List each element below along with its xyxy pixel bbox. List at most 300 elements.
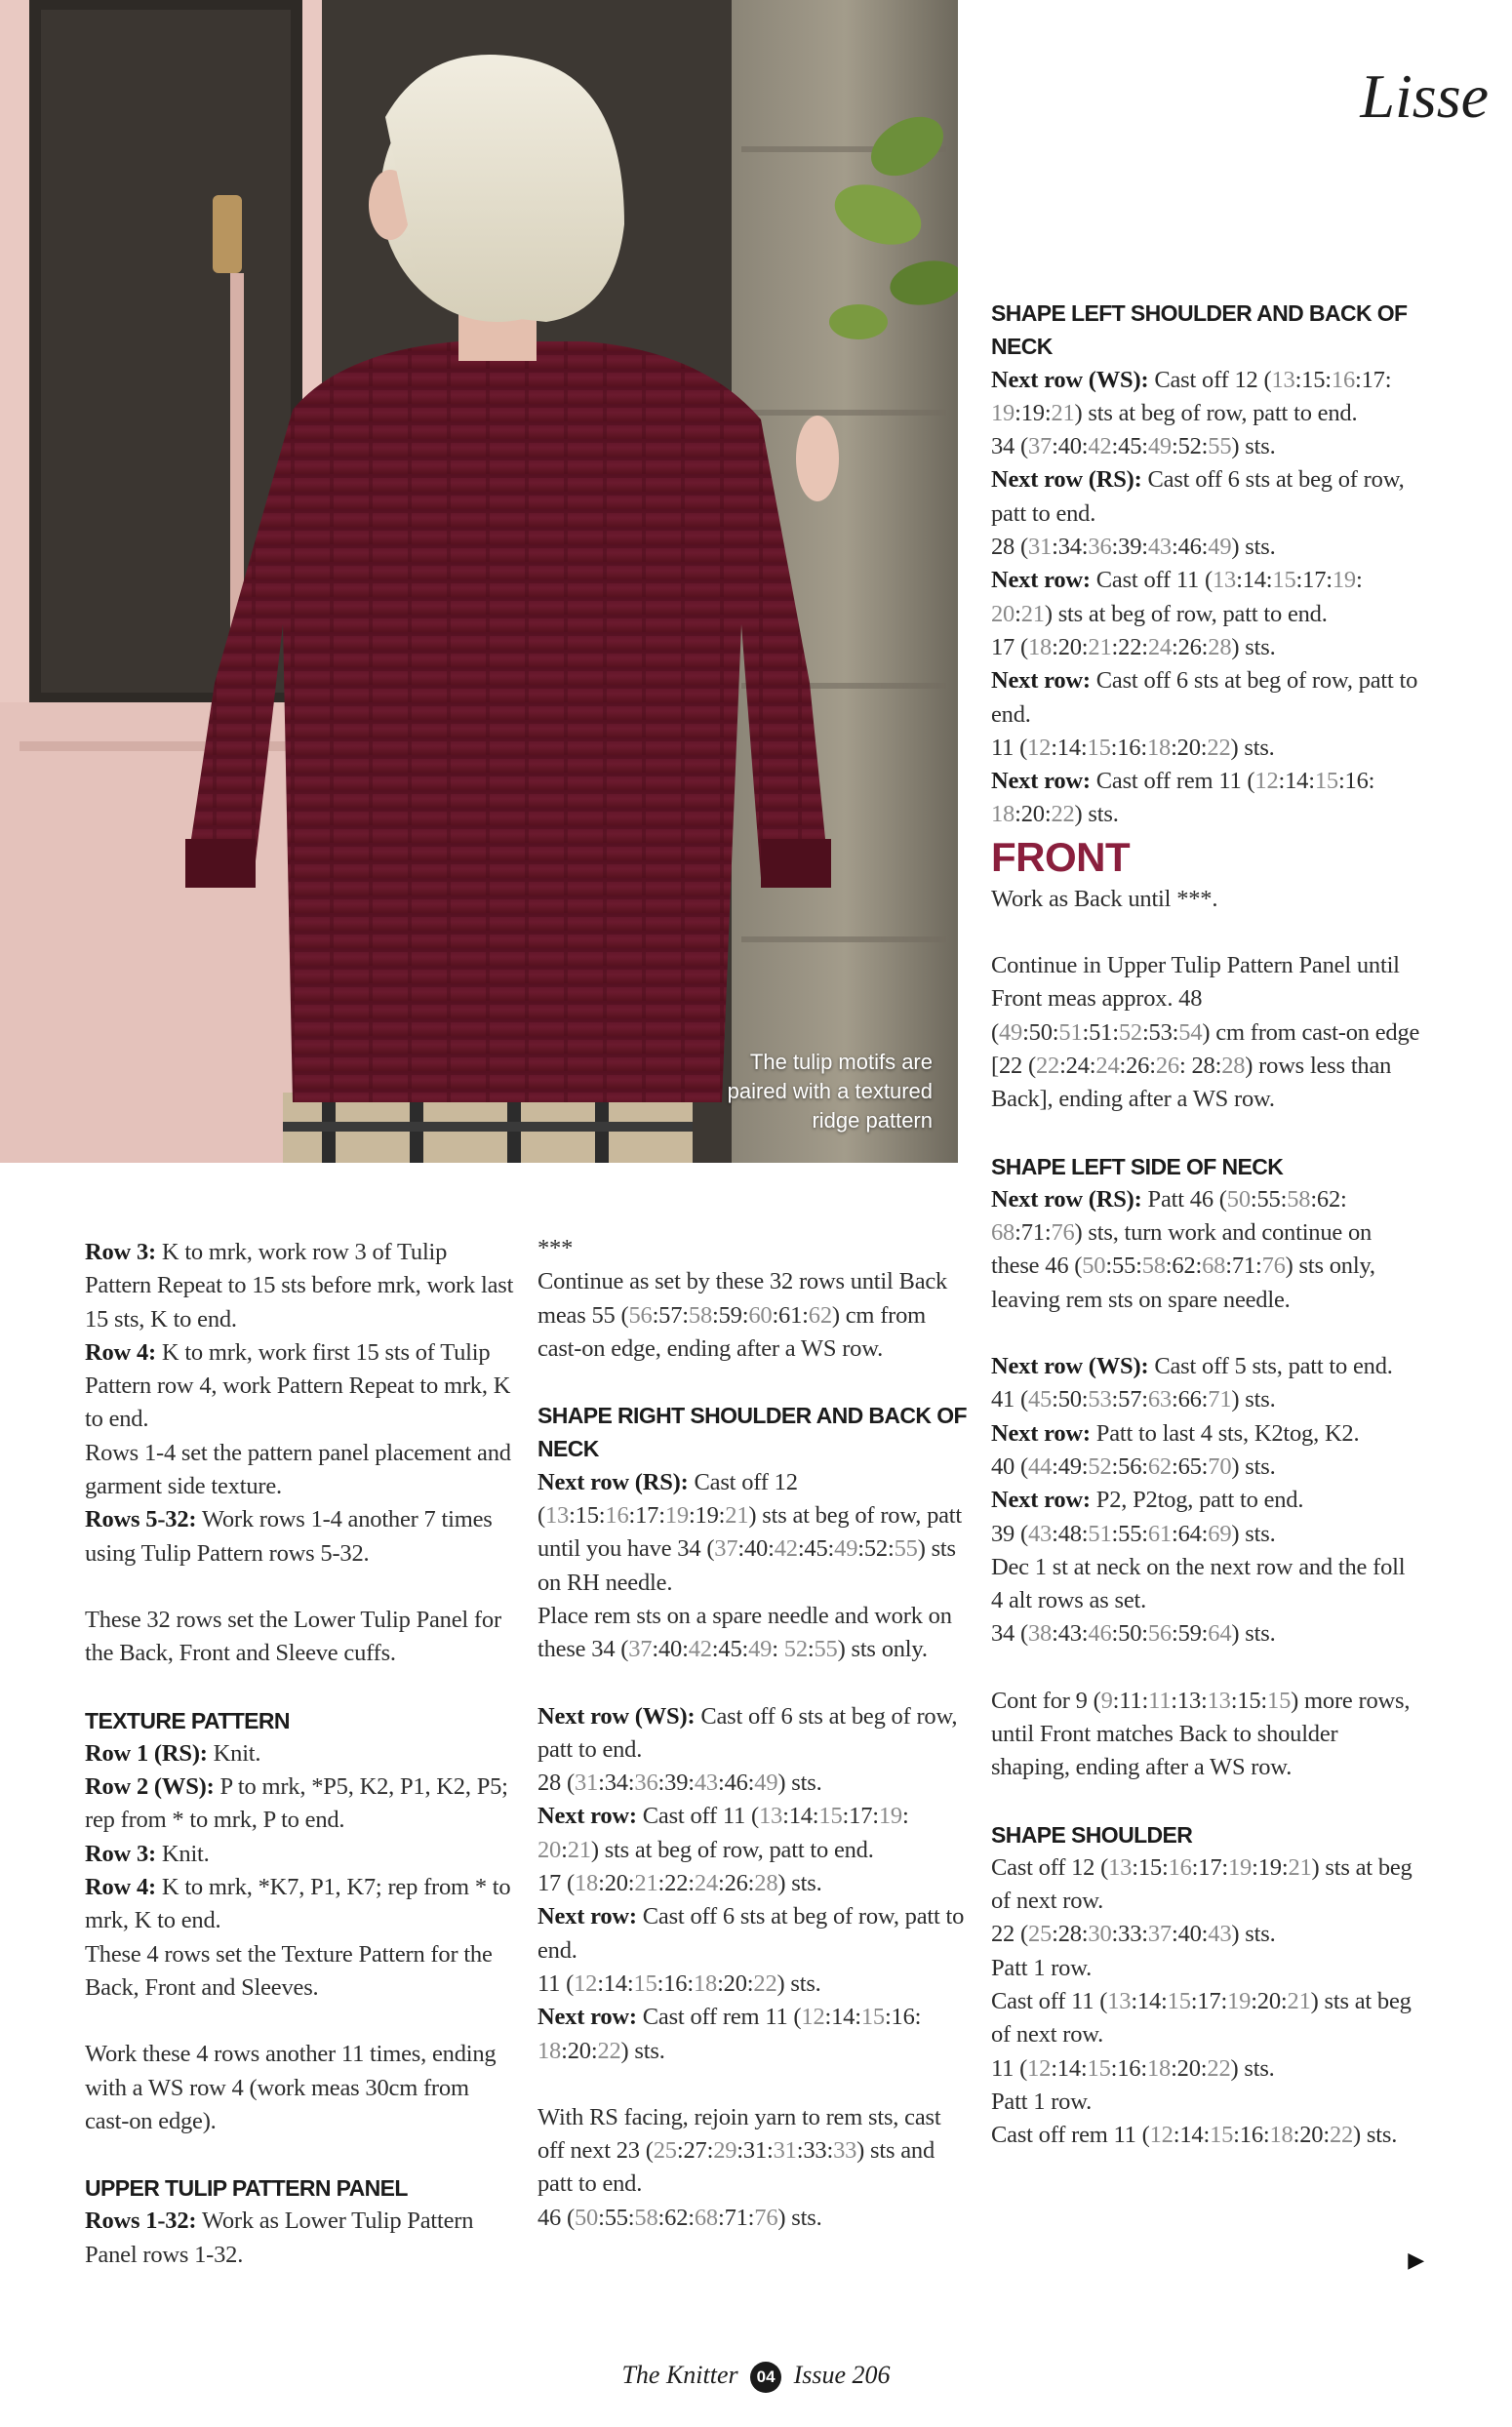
instruction-text: :40: [1052, 433, 1089, 460]
instruction-text: :71: [717, 2204, 755, 2231]
row-label: Row 1 (RS): [85, 1739, 208, 1767]
size-value: 37 [1147, 1921, 1172, 1948]
instruction-text: :45: [711, 1636, 749, 1663]
paragraph-gap [991, 916, 1420, 949]
instruction-text: 46 ( [537, 2204, 575, 2231]
size-value: 56 [1147, 1620, 1172, 1648]
instruction-text: Patt 1 row. [991, 2088, 1093, 2115]
size-value: 76 [1051, 1219, 1075, 1247]
section-heading: SHAPE LEFT SHOULDER AND BACK OF NECK [991, 300, 1408, 360]
instruction-paragraph [991, 2119, 1420, 2152]
instruction-text: :17: [842, 1803, 879, 1830]
instruction-text: These 32 rows set the Lower Tulip Panel for the Back, Front and Sleeve cuffs. [85, 1606, 501, 1667]
size-value: 18 [574, 1870, 599, 1897]
size-value: 62 [1147, 1452, 1172, 1480]
instruction-text: K to mrk, work first 15 sts of Tulip Pattern row 4, work Pattern Repeat to mrk, K to end. [85, 1338, 511, 1433]
size-value: 42 [688, 1636, 712, 1663]
instruction-text: :65: [1171, 1452, 1209, 1480]
size-value: 43 [1147, 534, 1172, 561]
instruction-text: :40: [652, 1636, 689, 1663]
instruction-paragraph [991, 1183, 1420, 1317]
size-value: 15 [1087, 2054, 1111, 2082]
size-value: 53 [1088, 1386, 1112, 1413]
row-label: Next row (WS): [991, 1353, 1149, 1380]
instruction-text: :26: [1119, 1052, 1156, 1079]
section-heading: SHAPE SHOULDER [991, 1821, 1193, 1848]
instruction-text: Place rem sts on a spare needle and work on these 34 ( [537, 1602, 952, 1663]
size-value: 42 [774, 1535, 798, 1563]
continue-marker [991, 2244, 1424, 2277]
instruction-text: ) sts on RH needle. [537, 1535, 956, 1596]
instruction-text: Cast off 6 sts at beg of row, patt to end. [991, 466, 1405, 527]
instruction-text: Work these 4 rows another 11 times, ending with a WS row 4 (work meas 30cm from cast-on edge). [85, 2041, 497, 2134]
instruction-paragraph [991, 2086, 1420, 2119]
row-label: Next row: [991, 1487, 1091, 1514]
instruction-text: :31: [736, 2137, 774, 2165]
instruction-text: ) sts at beg of row, patt to end. [1044, 600, 1328, 627]
size-value: 13 [758, 1803, 783, 1830]
instruction-text: :16: [1110, 2054, 1147, 2082]
instruction-paragraph [991, 883, 1420, 916]
paragraph-gap [991, 1651, 1420, 1685]
size-value: 24 [1095, 1052, 1120, 1079]
size-value: 19 [664, 1502, 689, 1530]
instruction-text: ) more rows, until Front matches Back to shoulder shaping, ending after a WS row. [991, 1687, 1411, 1781]
size-value: 18 [537, 2037, 562, 2064]
instruction-text: :62: [1310, 1185, 1347, 1213]
instruction-text: :24: [1059, 1052, 1096, 1079]
size-value: 9 [1100, 1687, 1113, 1714]
instruction-paragraph [991, 564, 1420, 631]
instruction-text: 34 ( [991, 1620, 1028, 1648]
text-column-left [85, 1236, 514, 2272]
size-value: 43 [694, 1770, 718, 1797]
instruction-text: :50: [1111, 1620, 1148, 1648]
instruction-text: K to mrk, work row 3 of Tulip Pattern Repeat to 15 sts before mrk, work last 15 sts, K to end. [85, 1239, 514, 1333]
instruction-text: :66: [1171, 1386, 1209, 1413]
size-value: 22 [1329, 2122, 1354, 2149]
instruction-text: ) sts. [777, 1870, 822, 1897]
instruction-text: :55: [1250, 1185, 1288, 1213]
instruction-paragraph [537, 1265, 967, 1366]
instruction-paragraph [85, 1604, 514, 1671]
row-label: Next row (RS): [991, 466, 1142, 494]
instruction-text: :14: [1173, 2122, 1211, 2149]
instruction-text: : 28: [1178, 1052, 1222, 1079]
size-value: 16 [1168, 1853, 1192, 1881]
section-heading: SHAPE RIGHT SHOULDER AND BACK OF NECK [537, 1403, 967, 1462]
instruction-text: :64: [1171, 1520, 1209, 1547]
size-value: 29 [713, 2137, 737, 2165]
instruction-text: 11 ( [537, 1969, 575, 1997]
size-value: 15 [818, 1803, 843, 1830]
row-label: Row 3: [85, 1239, 156, 1265]
instruction-text: :17: [628, 1502, 665, 1530]
instruction-text: Cast off 6 sts at beg of row, patt to end. [991, 667, 1418, 728]
size-value: 45 [1027, 1386, 1053, 1413]
instruction-text: :19: [1252, 1853, 1289, 1881]
instruction-text: Rows 1-4 set the pattern panel placement and garment side texture. [85, 1439, 511, 1500]
size-value: 13 [1108, 1853, 1133, 1881]
size-value: 61 [1147, 1520, 1172, 1547]
instruction-text: : [1355, 567, 1363, 594]
instruction-paragraph [991, 1383, 1420, 1416]
size-value: 18 [1146, 734, 1172, 761]
size-value: 22 [597, 2037, 621, 2064]
instruction-text: :56: [1111, 1452, 1148, 1480]
instruction-text: :33: [796, 2137, 834, 2165]
instruction-text: Cont for 9 ( [991, 1687, 1101, 1714]
instruction-paragraph [85, 1336, 514, 1437]
size-value: 51 [1058, 1018, 1083, 1046]
instruction-text: Patt 46 ( [1141, 1185, 1227, 1213]
size-value: 50 [574, 2204, 599, 2231]
instruction-text: :45: [1111, 433, 1148, 460]
instruction-text: Patt 1 row. [991, 1954, 1093, 1981]
instruction-text: :46: [717, 1770, 755, 1797]
size-value: 18 [693, 1969, 718, 1997]
size-value: 37 [714, 1535, 738, 1563]
size-value: 49 [998, 1018, 1023, 1046]
instruction-text: :62: [657, 2204, 695, 2231]
size-value: 19 [1228, 1853, 1253, 1881]
size-value: 13 [1212, 567, 1237, 594]
instruction-text: :14: [824, 2004, 861, 2031]
size-value: 70 [1208, 1452, 1232, 1480]
size-value: 58 [1141, 1253, 1166, 1280]
row-label: Row 3: [85, 1840, 156, 1867]
size-value: 12 [801, 2004, 825, 2031]
instruction-text: With RS facing, rejoin yarn to rem sts, cast off next 23 ( [537, 2103, 941, 2165]
instruction-text: :15: [1132, 1853, 1169, 1881]
instruction-text: Continue in Upper Tulip Pattern Panel until Front meas approx. 48 ( [991, 952, 1400, 1046]
size-value: 69 [1208, 1520, 1232, 1547]
instruction-text: Cast off 12 ( [1148, 366, 1272, 393]
instruction-text: ) sts. [1231, 633, 1276, 660]
row-label: Next row (RS): [537, 1468, 689, 1495]
size-value: 49 [1208, 534, 1232, 561]
size-value: 19 [878, 1803, 902, 1830]
size-value: 18 [991, 801, 1015, 828]
size-value: 21 [1287, 1988, 1311, 2015]
instruction-text: :57: [652, 1301, 689, 1329]
instruction-text: :45: [797, 1535, 835, 1563]
instruction-text: 40 ( [991, 1452, 1028, 1480]
instruction-text: :20: [1052, 633, 1089, 660]
row-label: Next row: [991, 667, 1091, 695]
size-value: 21 [634, 1870, 658, 1897]
instruction-text: Knit. [207, 1739, 261, 1767]
size-value: 64 [1208, 1620, 1232, 1648]
instruction-text: ) sts at beg of next row. [991, 1853, 1413, 1915]
size-value: 22 [1051, 801, 1075, 828]
row-label: Row 4: [85, 1874, 156, 1901]
pattern-name: Lisse [1360, 61, 1489, 131]
row-label: Rows 5-32: [85, 1506, 197, 1533]
instruction-text: :20: [598, 1870, 635, 1897]
instruction-text: :20: [1015, 801, 1052, 828]
instruction-text: Dec 1 st at neck on the next row and the foll 4 alt rows as set. [991, 1553, 1406, 1614]
instruction-text: Patt to last 4 sts, K2tog, K2. [1090, 1419, 1360, 1447]
instruction-text: : [901, 1803, 909, 1830]
size-value: 21 [1020, 600, 1045, 627]
instruction-text: Knit. [155, 1840, 210, 1867]
size-value: 12 [1149, 2122, 1174, 2149]
instruction-text: :16: [657, 1969, 694, 1997]
size-value: 19 [1332, 567, 1356, 594]
instruction-paragraph [537, 1232, 967, 1265]
instruction-text: ) sts. [1231, 1386, 1276, 1413]
magazine-name: The Knitter [621, 2361, 738, 2389]
instruction-text: :43: [1052, 1620, 1089, 1648]
instruction-paragraph [537, 1867, 967, 1900]
instruction-text: :52: [1171, 433, 1209, 460]
instruction-text: :28: [1052, 1921, 1089, 1948]
instruction-paragraph [85, 1236, 514, 1336]
size-value: 16 [605, 1502, 629, 1530]
instruction-text: P to mrk, *P5, K2, P1, K2, P5; rep from * to mrk, P to end. [85, 1773, 508, 1834]
size-value: 21 [1051, 399, 1075, 426]
instruction-text: :39: [657, 1770, 695, 1797]
paragraph-gap [537, 1667, 967, 1700]
instruction-paragraph [991, 1952, 1420, 1985]
instruction-text: Cast off 5 sts, patt to end. [1148, 1353, 1393, 1380]
size-value: 22 [1035, 1052, 1060, 1079]
row-label: Next row (WS): [537, 1702, 696, 1730]
instruction-text: :16: [1110, 734, 1147, 761]
instruction-text: :26: [717, 1870, 755, 1897]
page-footer [0, 2361, 1512, 2393]
instruction-text: *** [537, 1235, 574, 1261]
size-value: 13 [1207, 1687, 1231, 1714]
size-value: 55 [1208, 433, 1232, 460]
instruction-text: :17: [1191, 1853, 1228, 1881]
size-value: 42 [1088, 433, 1112, 460]
instruction-text: :52: [857, 1535, 895, 1563]
instruction-text: :53: [1141, 1018, 1179, 1046]
row-label: Next row (WS): [991, 366, 1149, 393]
size-value: 68 [1202, 1253, 1226, 1280]
instruction-paragraph [85, 1437, 514, 1504]
paragraph-gap [85, 2138, 514, 2171]
instruction-text: : [772, 1636, 784, 1663]
instruction-text: :33: [1111, 1921, 1148, 1948]
instruction-paragraph [991, 1851, 1420, 1919]
section-heading: UPPER TULIP PATTERN PANEL [85, 2175, 408, 2202]
size-value: 15 [1272, 567, 1296, 594]
size-value: 63 [1147, 1386, 1172, 1413]
paragraph-gap [991, 1785, 1420, 1818]
instruction-text: 11 ( [991, 734, 1028, 761]
instruction-paragraph [537, 1968, 967, 2001]
instruction-text: : [1015, 600, 1021, 627]
instruction-text: Work rows 1-4 another 7 times using Tulip Pattern rows 5-32. [85, 1506, 493, 1567]
instruction-paragraph [537, 1600, 967, 1667]
instruction-text: :55: [1111, 1520, 1148, 1547]
instruction-text: :16: [1337, 768, 1375, 795]
size-value: 11 [1148, 1687, 1172, 1714]
instruction-text: :48: [1052, 1520, 1089, 1547]
instruction-text: ) sts. [777, 2204, 822, 2231]
instruction-paragraph [991, 1417, 1420, 1451]
instruction-paragraph [85, 1503, 514, 1571]
size-value: 21 [725, 1502, 749, 1530]
size-value: 30 [1088, 1921, 1112, 1948]
instruction-text: :20: [1251, 1988, 1288, 2015]
instruction-text: ) sts at beg of row, patt to end. [1074, 399, 1358, 426]
size-value: 19 [991, 399, 1015, 426]
instruction-text: 34 ( [991, 433, 1028, 460]
size-value: 52 [1088, 1452, 1112, 1480]
size-value: 38 [1027, 1620, 1053, 1648]
size-value: 51 [1088, 1520, 1112, 1547]
size-value: 58 [1287, 1185, 1311, 1213]
instruction-paragraph [991, 1551, 1420, 1618]
instruction-paragraph [85, 1871, 514, 1938]
size-value: 49 [748, 1636, 773, 1663]
instruction-text: 11 ( [991, 2054, 1028, 2082]
instruction-text: :20: [1293, 2122, 1330, 2149]
instruction-paragraph [537, 1800, 967, 1867]
size-value: 76 [1261, 1253, 1286, 1280]
instruction-text: :15: [569, 1502, 606, 1530]
instruction-text: ) sts and patt to end. [537, 2137, 935, 2198]
instruction-text: :57: [1111, 1386, 1148, 1413]
instruction-text: Cast off 6 sts at beg of row, patt to end. [537, 1702, 958, 1763]
instruction-paragraph [85, 2205, 514, 2272]
size-value: 33 [833, 2137, 857, 2165]
size-value: 37 [1027, 433, 1053, 460]
instruction-text: :34: [598, 1770, 635, 1797]
instruction-text: :14: [597, 1969, 634, 1997]
instruction-text: 28 ( [991, 534, 1028, 561]
photo-caption-line: paired with a textured [727, 1079, 933, 1103]
size-value: 15 [1087, 734, 1111, 761]
instruction-text: Cast off rem 11 ( [636, 2004, 802, 2031]
size-value: 15 [1267, 1687, 1292, 1714]
size-value: 31 [1027, 534, 1053, 561]
instruction-text: Cast off rem 11 ( [991, 2122, 1150, 2149]
instruction-paragraph [991, 1685, 1420, 1785]
instruction-text: :17: [1295, 567, 1333, 594]
instruction-paragraph [85, 1737, 514, 1771]
row-label: Next row: [537, 1803, 637, 1830]
size-value: 20 [537, 1836, 562, 1863]
section-title: FRONT [991, 833, 1131, 880]
continue-arrow-icon: ▶ [1408, 2248, 1424, 2272]
instruction-text: :13: [1171, 1687, 1208, 1714]
size-value: 56 [628, 1301, 653, 1329]
instruction-text: Cast off 11 ( [991, 1988, 1108, 2015]
instruction-text: :17: [1355, 366, 1392, 393]
size-value: 15 [1167, 1988, 1191, 2015]
row-label: Next row: [991, 1419, 1091, 1447]
paragraph-gap [991, 1117, 1420, 1150]
photo-caption [669, 1048, 933, 1135]
size-value: 68 [694, 2204, 718, 2231]
instruction-paragraph [991, 1985, 1420, 2052]
instruction-text: :22: [657, 1870, 695, 1897]
size-value: 12 [574, 1969, 598, 1997]
row-label: Row 4: [85, 1338, 156, 1366]
issue-number: Issue 206 [793, 2361, 891, 2389]
instruction-text: ) sts at beg of next row. [991, 1988, 1412, 2049]
size-value: 18 [1027, 633, 1053, 660]
instruction-text: :61: [772, 1301, 809, 1329]
paragraph-gap [537, 2068, 967, 2101]
instruction-paragraph [85, 2038, 514, 2138]
size-value: 28 [754, 1870, 778, 1897]
instruction-paragraph [991, 1451, 1420, 1484]
instruction-text: ) sts. [1074, 801, 1119, 828]
size-value: 44 [1027, 1452, 1053, 1480]
instruction-text: ) sts at beg of row, patt until you have 34 ( [537, 1502, 963, 1563]
size-value: 49 [834, 1535, 858, 1563]
instruction-text: ) rows less than Back], ending after a WS row. [991, 1052, 1392, 1113]
size-value: 19 [1227, 1988, 1252, 2015]
row-label: Next row: [991, 567, 1091, 594]
instruction-paragraph [991, 463, 1420, 531]
instruction-text: :50: [1022, 1018, 1059, 1046]
instruction-text: ) sts. [1230, 734, 1275, 761]
size-value: 21 [1288, 1853, 1312, 1881]
instruction-text: :17: [1190, 1988, 1228, 2015]
size-value: 58 [688, 1301, 712, 1329]
size-value: 55 [894, 1535, 918, 1563]
size-value: 18 [1146, 2054, 1172, 2082]
instruction-text: :20: [561, 2037, 598, 2064]
instruction-text: ) sts. [776, 1969, 821, 1997]
instruction-text: :51: [1082, 1018, 1119, 1046]
instruction-text: : [561, 1836, 568, 1863]
instruction-paragraph [991, 664, 1420, 732]
instruction-paragraph [537, 2101, 967, 2202]
instruction-text: ) sts at beg of row, patt to end. [590, 1836, 874, 1863]
instruction-text: ) sts. [1353, 2122, 1398, 2149]
page-number-badge: 04 [750, 2362, 781, 2393]
size-value: 60 [748, 1301, 773, 1329]
instruction-paragraph [991, 531, 1420, 564]
size-value: 68 [991, 1219, 1015, 1247]
instruction-paragraph [991, 631, 1420, 664]
instruction-text: Work as Lower Tulip Pattern Panel rows 1-32. [85, 2208, 474, 2268]
instruction-text: :50: [1052, 1386, 1089, 1413]
instruction-paragraph [991, 364, 1420, 431]
instruction-text: :14: [1131, 1988, 1168, 2015]
instruction-text: :20: [717, 1969, 754, 1997]
instruction-text: K to mrk, *K7, P1, K7; rep from * to mrk, K to end. [85, 1874, 511, 1934]
size-value: 50 [1082, 1253, 1106, 1280]
instruction-text: :22: [1111, 633, 1148, 660]
photo-caption-line: ridge pattern [812, 1108, 933, 1133]
instruction-text: :16: [1233, 2122, 1270, 2149]
paragraph-gap [85, 1671, 514, 1704]
instruction-text: Cast off 6 sts at beg of row, patt to end. [537, 1903, 965, 1964]
instruction-text: : [807, 1636, 815, 1663]
instruction-text: :40: [1171, 1921, 1209, 1948]
size-value: 12 [1027, 734, 1052, 761]
size-value: 28 [1208, 633, 1232, 660]
instruction-text: ) sts only, leaving rem sts on spare needle. [991, 1253, 1375, 1313]
row-label: Rows 1-32: [85, 2208, 197, 2235]
instruction-paragraph [991, 2052, 1420, 2086]
instruction-paragraph [537, 2202, 967, 2235]
instruction-paragraph [991, 1350, 1420, 1383]
instruction-text: :14: [1278, 768, 1315, 795]
size-value: 71 [1208, 1386, 1232, 1413]
instruction-text: :71: [1225, 1253, 1262, 1280]
instruction-text: :71: [1015, 1219, 1052, 1247]
